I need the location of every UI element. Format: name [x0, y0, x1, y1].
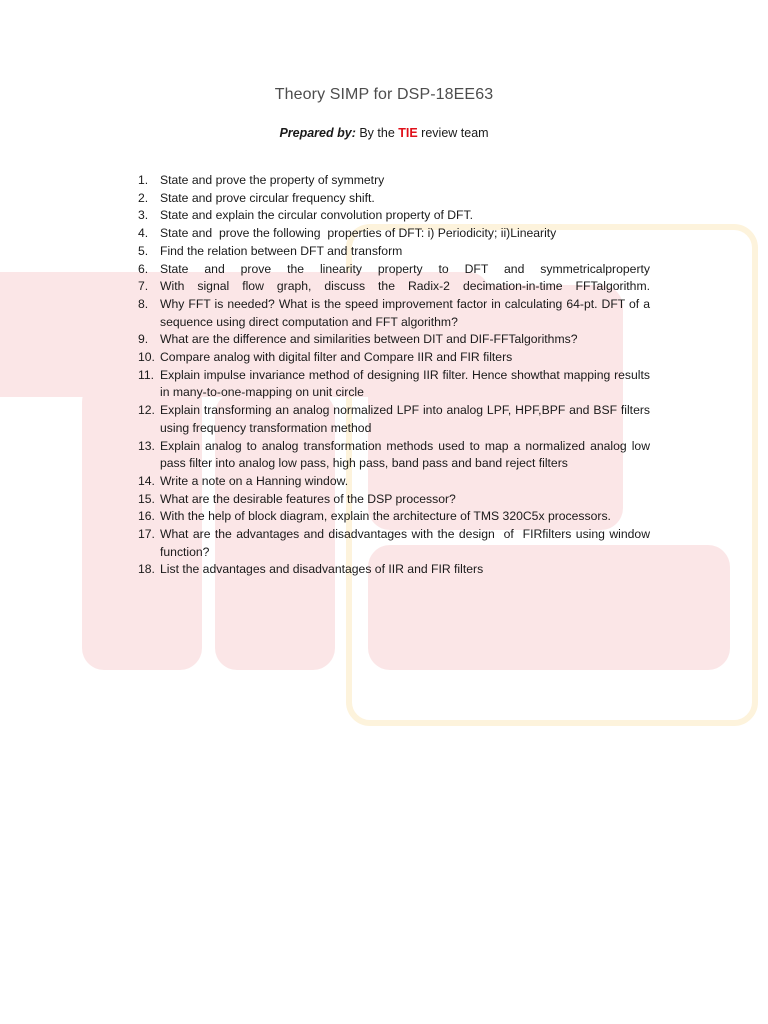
question-number: 15. [138, 491, 155, 506]
question-text: With the help of block diagram, explain the architecture of TMS 320C5x processors. [160, 509, 611, 524]
question-text: List the advantages and disadvantages of IIR and FIR filters [160, 562, 484, 577]
question-text: Compare analog with digital filter and Compare IIR and FIR filters [160, 350, 513, 365]
question-text: Why FFT is needed? What is the speed improvement factor in calculating 64-pt. DFT of a sequence using direct computation and FFT algorithm? [160, 296, 650, 329]
question-item [0, 367, 650, 402]
question-number: 16. [138, 509, 155, 524]
question-number: 13. [138, 438, 155, 453]
question-item [0, 473, 650, 491]
question-item [0, 331, 650, 349]
question-number: 10. [138, 350, 155, 365]
question-item [0, 207, 650, 225]
question-number: 14. [138, 473, 155, 488]
question-number: 2. [138, 190, 149, 205]
question-number: 7. [138, 279, 149, 294]
question-number: 1. [138, 173, 149, 187]
question-item [0, 243, 650, 261]
document-title: Theory SIMP for DSP-18EE63 [274, 86, 494, 103]
question-item [0, 190, 650, 208]
prepared-org-name: TIE [398, 126, 418, 140]
question-number: 11. [138, 367, 155, 382]
question-text: State and prove the property of symmetry [160, 173, 385, 187]
question-list [0, 172, 768, 579]
question-number: 6. [138, 261, 149, 276]
question-item [0, 225, 650, 243]
question-item [0, 261, 650, 279]
question-number: 8. [138, 296, 149, 311]
prepared-by-label: Prepared by: [279, 126, 356, 140]
question-item [0, 402, 650, 437]
question-item [0, 278, 650, 296]
question-text: State and prove the linearity property to DFT and symmetricalproperty [160, 261, 650, 276]
question-text: State and prove circular frequency shift. [160, 190, 375, 205]
prepared-by-suffix: review team [417, 126, 489, 140]
question-item [0, 349, 650, 367]
question-number: 3. [138, 208, 149, 223]
question-text: State and explain the circular convolution property of DFT. [160, 208, 473, 223]
question-text: What are the desirable features of the DSP processor? [160, 491, 456, 506]
question-number: 18. [138, 562, 155, 577]
question-item [0, 438, 650, 473]
question-text: With signal flow graph, discuss the Radix-2 decimation-in-time FFTalgorithm. [160, 279, 650, 294]
question-number: 17. [138, 527, 155, 542]
prepared-by-prefix: By the [355, 126, 399, 140]
question-number: 12. [138, 403, 155, 418]
question-text: What are the advantages and disadvantages with the design of FIRfilters using window function? [160, 527, 654, 559]
question-text: Explain impulse invariance method of designing IIR filter. Hence showthat mapping results in many-to-one-mapping on unit circle [160, 367, 650, 400]
prepared-by-line [0, 126, 768, 140]
question-text: Find the relation between DFT and transform [160, 243, 403, 258]
question-text: Explain transforming an analog normalized LPF into analog LPF, HPF,BPF and BSF filters using frequency transformation method [160, 403, 650, 435]
question-number: 5. [138, 243, 149, 258]
question-number: 9. [138, 332, 149, 347]
question-number: 4. [138, 226, 149, 241]
question-item [0, 491, 650, 509]
question-item [0, 296, 650, 331]
question-item [0, 508, 650, 526]
question-text: Write a note on a Hanning window. [160, 473, 349, 488]
question-text: What are the difference and similarities between DIT and DIF-FFTalgorithms? [160, 332, 578, 347]
question-item [0, 561, 650, 579]
question-item [0, 526, 654, 561]
question-text: Explain analog to analog transformation methods used to map a normalized analog low pass filter into analog low pass, high pass, band pass and band reject filters [160, 438, 650, 471]
question-item [0, 172, 650, 190]
question-text: State and prove the following properties of DFT: i) Periodicity; ii)Linearity [160, 226, 557, 241]
